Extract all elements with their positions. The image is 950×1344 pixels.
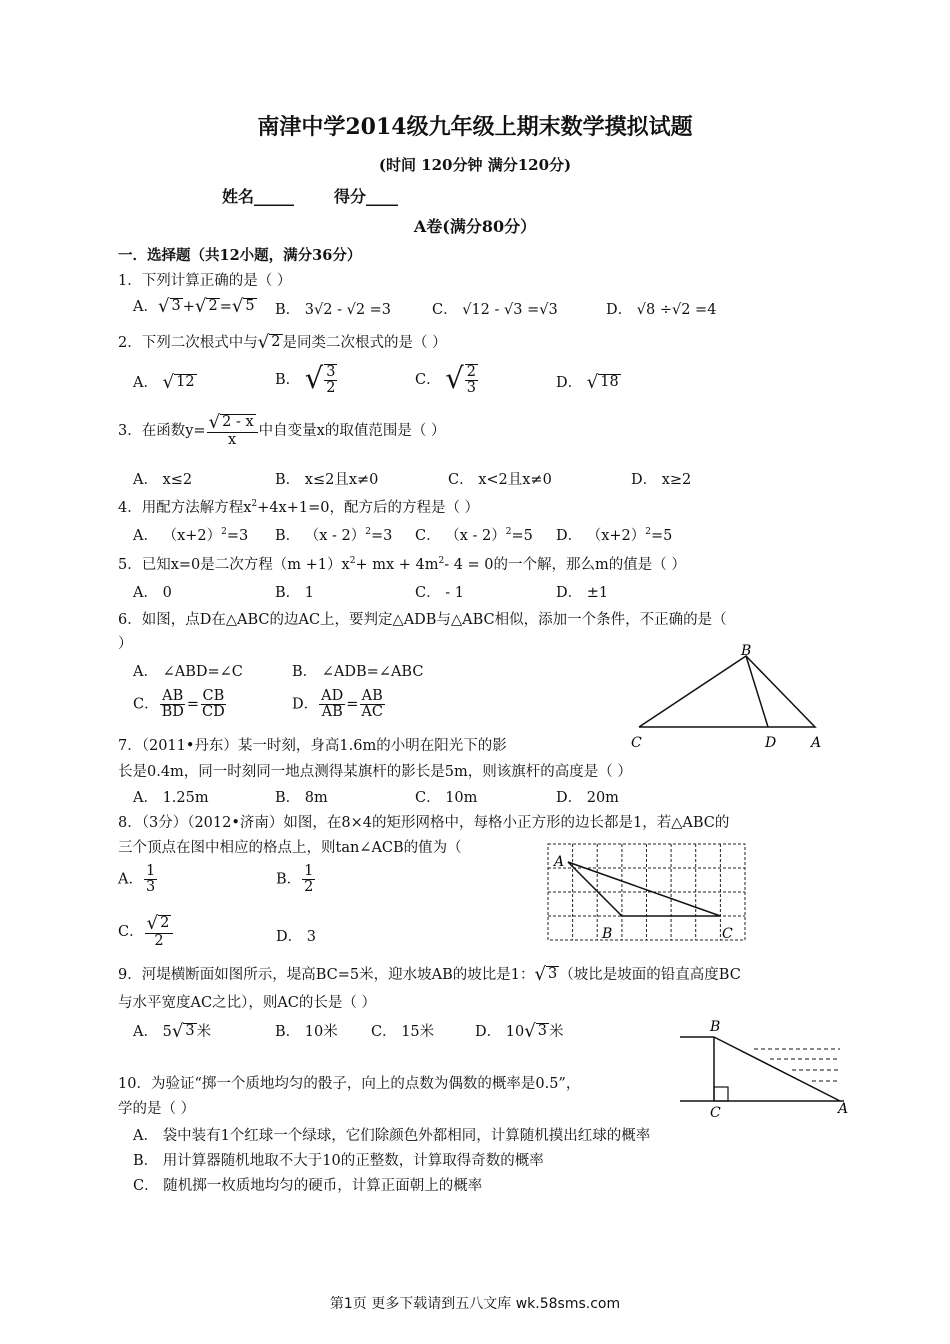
q1-stem: 1．下列计算正确的是（ ） bbox=[118, 273, 292, 289]
q5-stem: 5．已知x=0是二次方程$(m +1)x^2+$ mx + $4m^2-$ 4 = 0的一个解，那么m的值是（ ） bbox=[118, 556, 686, 573]
q3-stem: 3．在函数y= √ 2 - x x 中自变量x的取值范围是（ ） bbox=[118, 412, 446, 449]
q9-option-b: B． 10米 bbox=[275, 1024, 338, 1040]
q2-option-b: B． √ $\frac{3}{2}$ bbox=[275, 361, 336, 397]
label-a: A bbox=[838, 1101, 849, 1117]
q6-stem-end: ） bbox=[118, 636, 133, 652]
page-footer: 第1页 更多下载请到五八文库 wk.58sms.com bbox=[329, 1296, 621, 1312]
q4-stem: 4．用配方法解方程$x^2+4x+1=0$，配方后的方程是（ ） bbox=[118, 499, 480, 516]
q4-option-c: C． （x - 2）$^2$=5 bbox=[415, 527, 533, 544]
q2-stem: 2．下列二次根式中与 √ 2 是同类二次根式的是（ ） bbox=[118, 332, 447, 353]
q1-option-a: A． √ 3 + √ 2 = √ 5 bbox=[133, 296, 255, 317]
right-angle-mark bbox=[714, 1087, 728, 1101]
q10-option-a: A． 袋中装有1个红球一个绿球，它们除颜色外都相同，计算随机摸出红球的概率 bbox=[133, 1128, 651, 1144]
water-lines bbox=[754, 1049, 840, 1081]
q3-option-a: A． x≤2 bbox=[133, 472, 193, 488]
q8-stem-cont: 三个顶点在图中相应的格点上，则tan∠ACB的值为（ bbox=[118, 840, 462, 856]
q1-option-c: C． √12 - √3 =√3 bbox=[432, 302, 558, 318]
label-b: B bbox=[741, 643, 752, 659]
q5-option-d: D． ±1 bbox=[556, 585, 609, 601]
triangle-abc bbox=[639, 656, 815, 727]
triangle-abc-grid bbox=[568, 862, 720, 916]
q6-option-a: A． ∠ABD=∠C bbox=[133, 664, 243, 680]
label-a: A bbox=[811, 735, 822, 751]
slope-ab bbox=[714, 1037, 840, 1101]
q7-option-c: C． 10m bbox=[415, 790, 478, 806]
q8-option-a: A． $\frac{1}{3}$ bbox=[118, 863, 156, 896]
label-a: A bbox=[554, 854, 565, 870]
q5-option-a: A． 0 bbox=[133, 585, 172, 601]
q10-option-b: B． 用计算器随机地取不大于10的正整数，计算取得奇数的概率 bbox=[133, 1153, 544, 1169]
q3-option-b: B． x≤2且x≠0 bbox=[275, 472, 379, 488]
q1-option-d: D． √8 ÷√2 =4 bbox=[606, 302, 717, 318]
name-label: 姓名_____ bbox=[222, 187, 295, 206]
embankment-figure-q9 bbox=[672, 1013, 850, 1120]
page-title: 南津中学2014级九年级上期末数学摸拟试题 bbox=[257, 114, 693, 140]
name-score-row bbox=[222, 187, 398, 206]
q7-stem: 7．（2011•丹东）某一时刻，身高1.6m的小明在阳光下的影 bbox=[118, 738, 507, 754]
q5-option-c: C． - 1 bbox=[415, 585, 464, 601]
label-d: D bbox=[765, 735, 777, 751]
label-b: B bbox=[710, 1019, 721, 1035]
q9-stem-cont: 与水平宽度AC之比），则AC的长是（ ） bbox=[118, 995, 376, 1011]
q9-option-d: D． 10 √ 3 米 bbox=[475, 1021, 564, 1042]
q7-stem-cont: 长是0.4m，同一时刻同一地点测得某旗杆的影长是5m，则该旗杆的高度是（ ） bbox=[118, 764, 632, 780]
q6-stem: 6．如图，点D在△ABC的边AC上，要判定△ADB与△ABC相似，添加一个条件，不正确的是（ bbox=[118, 612, 727, 628]
q6-option-c: C． $\frac{AB}{BD}$ = $\frac{CB}{CD}$ bbox=[133, 688, 225, 721]
exam-duration: (时间 120分钟 满分120分) bbox=[378, 156, 572, 174]
q9-option-c: C． 15米 bbox=[371, 1024, 435, 1040]
q4-option-b: B． （x - 2）$^2$=3 bbox=[275, 527, 393, 544]
label-c: C bbox=[722, 926, 733, 942]
q2-option-c: C． √ $\frac{2}{3}$ bbox=[415, 361, 476, 397]
q8-option-d: D． 3 bbox=[276, 929, 316, 945]
q4-option-d: D． $(x+2)^2=5$ bbox=[556, 527, 673, 544]
q7-option-a: A． 1.25m bbox=[133, 790, 209, 806]
triangle-figure-q6 bbox=[625, 642, 830, 752]
q3-option-c: C． x<2且x≠0 bbox=[448, 472, 552, 488]
part-heading: 一．选择题（共12小题，满分36分） bbox=[118, 247, 362, 264]
q3-option-d: D． x≥2 bbox=[631, 472, 692, 488]
q10-stem-cont: 学的是（ ） bbox=[118, 1101, 196, 1117]
q9-option-a: A． 5 √ 3 米 bbox=[133, 1021, 212, 1042]
q9-stem: 9．河堤横断面如图所示，堤高BC=5米，迎水坡AB的坡比是1： √ 3 （坡比是坡面的铅直高度BC bbox=[118, 964, 741, 985]
q6-option-b: B． ∠ADB=∠ABC bbox=[292, 664, 424, 680]
q7-option-d: D． 20m bbox=[556, 790, 619, 806]
score-label: 得分____ bbox=[334, 187, 399, 206]
q10-option-c: C． 随机掷一枚质地均匀的硬币，计算正面朝上的概率 bbox=[133, 1178, 483, 1194]
q10-stem: 10．为验证“掷一个质地均匀的骰子，向上的点数为偶数的概率是0.5”， bbox=[118, 1076, 581, 1092]
q4-option-a: A． $(x+2)^2=3$ bbox=[133, 527, 249, 544]
q8-stem: 8．（3分）（2012•济南）如图，在8×4的矩形网格中，每格小正方形的边长都是1，若△ABC的 bbox=[118, 815, 730, 831]
grid-lines bbox=[548, 844, 745, 940]
q5-option-b: B． 1 bbox=[275, 585, 314, 601]
q6-option-d: D． $\frac{AD}{AB}$ = $\frac{AB}{AC}$ bbox=[292, 688, 383, 721]
label-c: C bbox=[710, 1105, 721, 1120]
q8-option-c: C． √ 2 2 bbox=[118, 915, 174, 949]
q2-option-d: D． √ 18 bbox=[556, 372, 619, 393]
q8-option-b: B． $\frac{1}{2}$ bbox=[276, 863, 314, 896]
section-heading: A卷(满分80分） bbox=[413, 217, 537, 236]
grid-figure-q8 bbox=[540, 840, 750, 945]
label-b: B bbox=[602, 926, 613, 942]
q7-option-b: B． 8m bbox=[275, 790, 328, 806]
label-c: C bbox=[631, 735, 642, 751]
q2-option-a: A． √ 12 bbox=[133, 372, 195, 393]
q1-option-b: B． 3√2 - √2 =3 bbox=[275, 302, 392, 318]
